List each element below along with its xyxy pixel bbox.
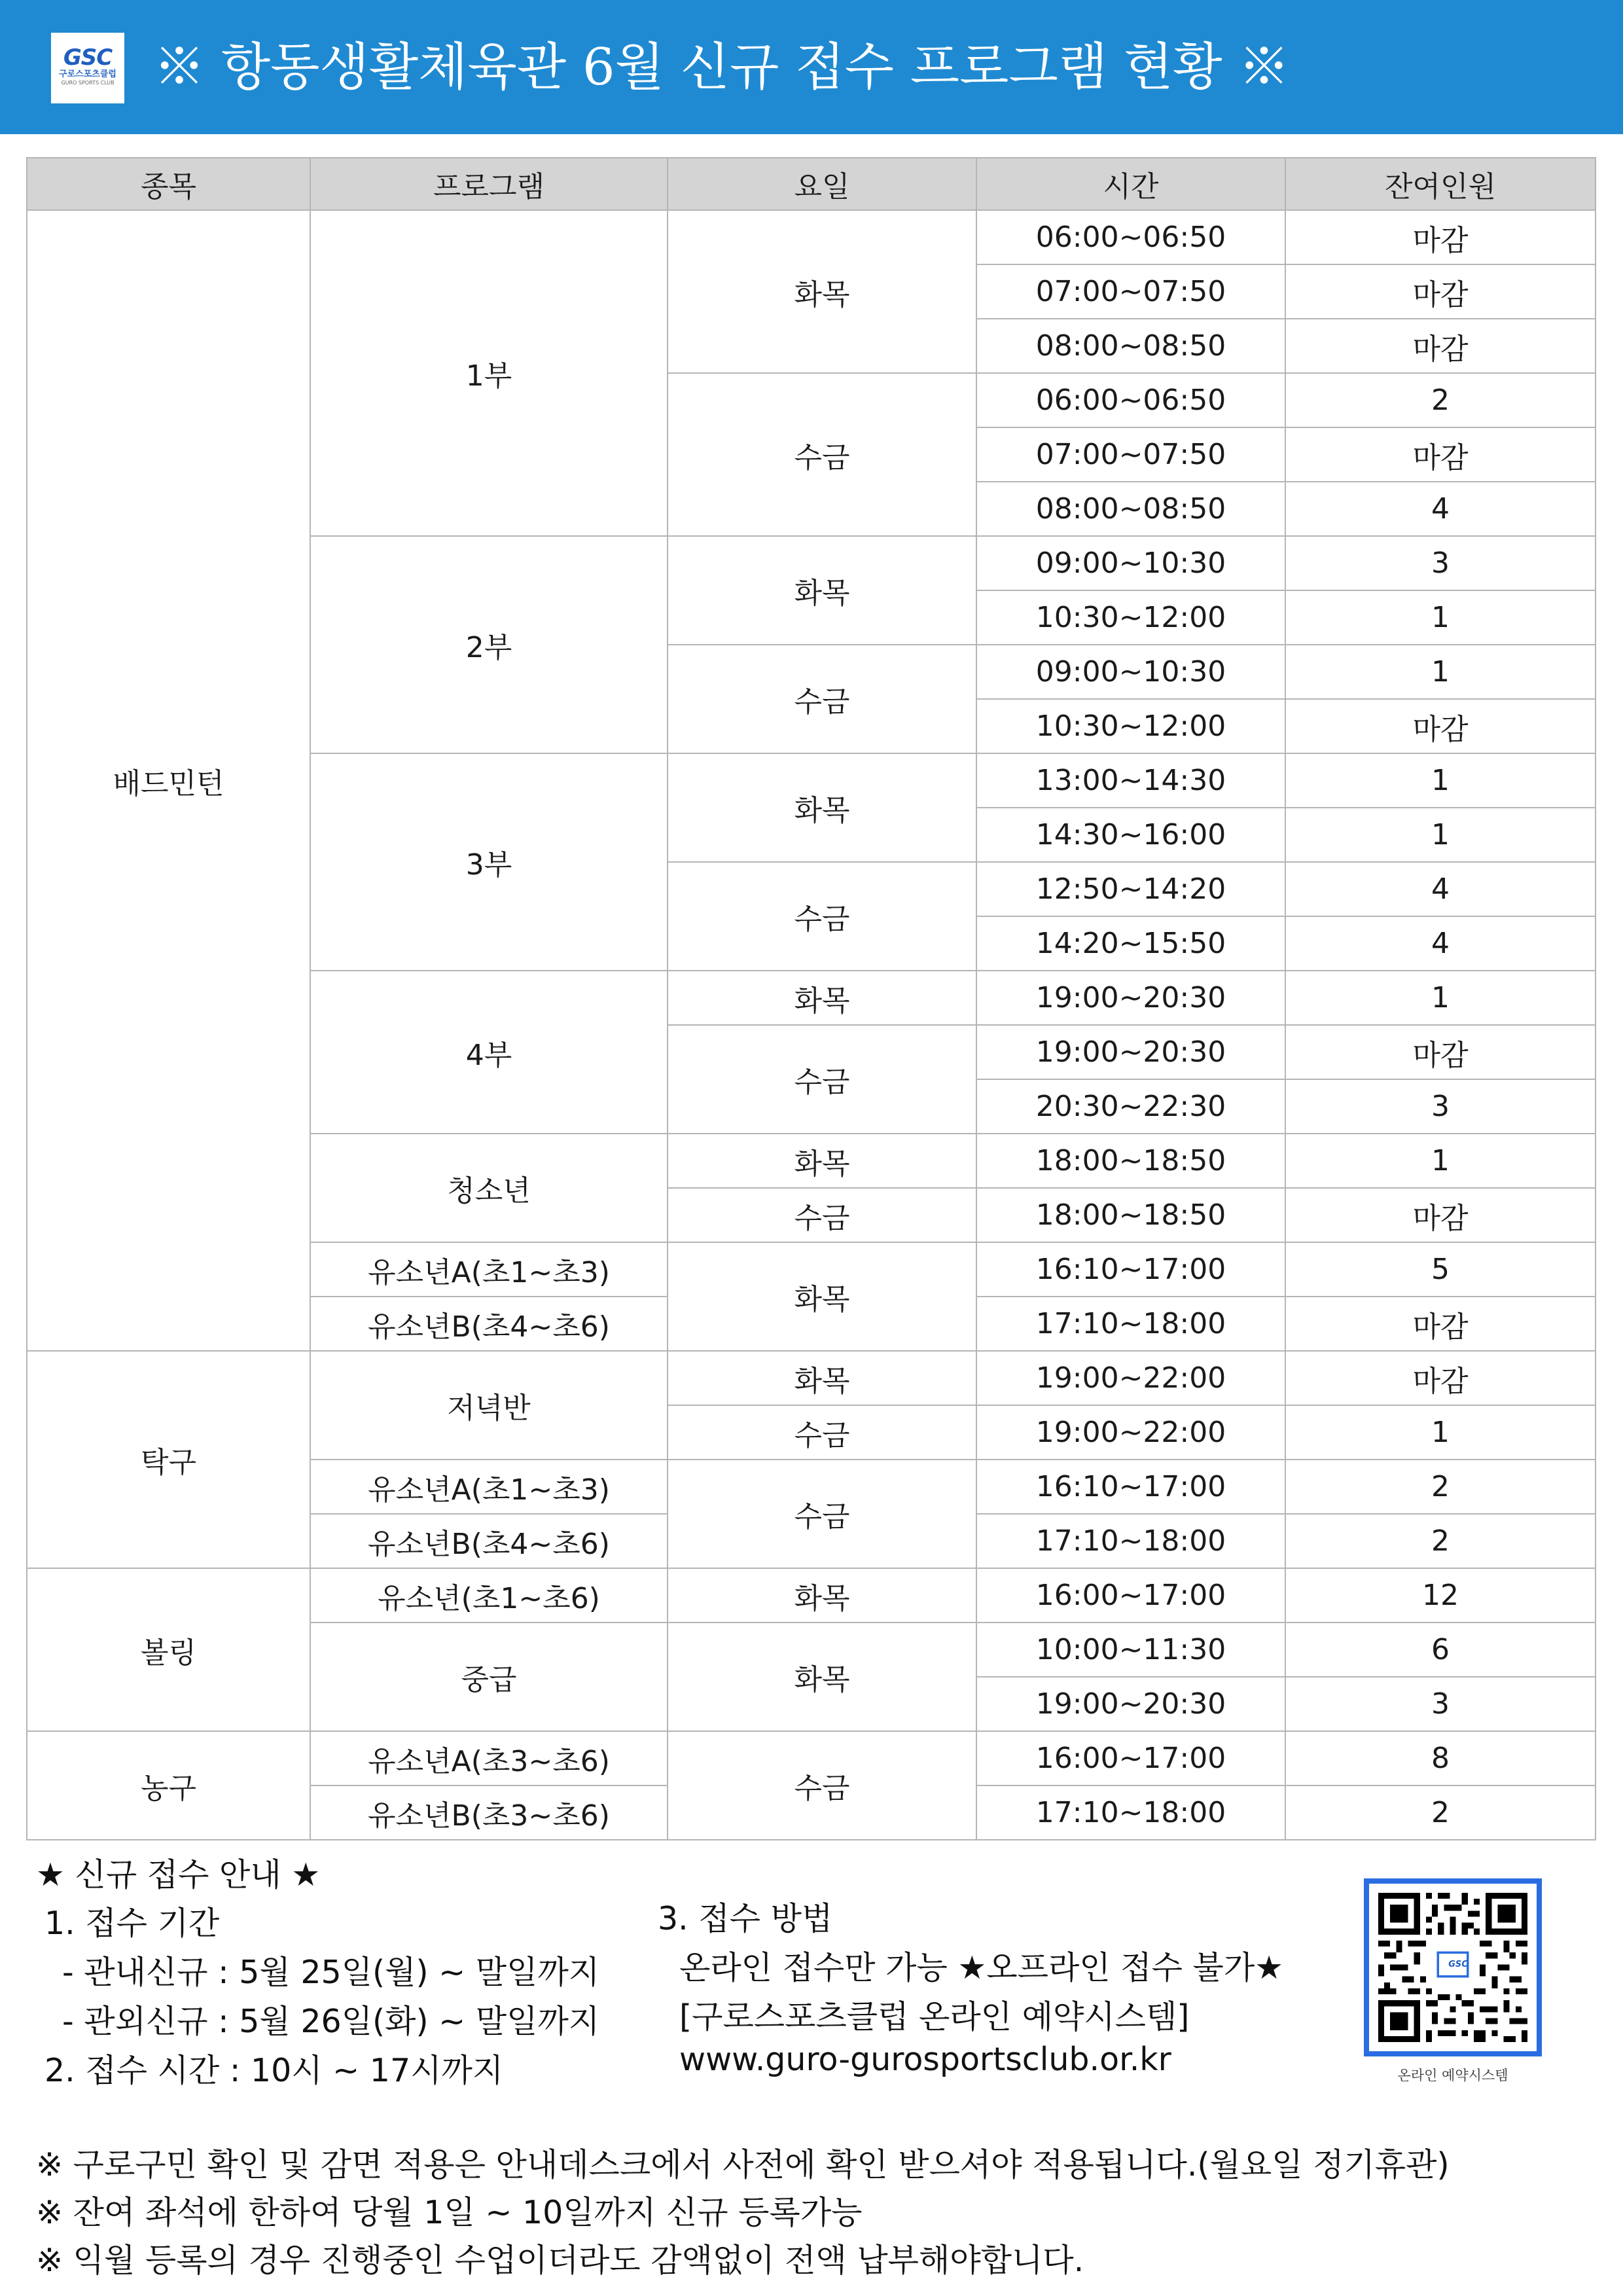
program-cell: 저녁반 bbox=[310, 1351, 668, 1460]
time-cell: 07:00~07:50 bbox=[976, 427, 1285, 482]
header-sport: 종목 bbox=[27, 158, 310, 210]
remaining-cell: 2 bbox=[1285, 1460, 1596, 1514]
time-cell: 19:00~22:00 bbox=[976, 1351, 1285, 1405]
remaining-cell: 마감 bbox=[1285, 264, 1596, 319]
remaining-cell: 4 bbox=[1285, 482, 1596, 536]
logo-text: GSC bbox=[63, 45, 113, 71]
remaining-cell: 1 bbox=[1285, 753, 1596, 808]
remaining-cell: 마감 bbox=[1285, 1297, 1596, 1351]
notice-3: ※ 익월 등록의 경우 진행중인 수업이더라도 감액없이 전액 납부해야합니다. bbox=[36, 2242, 1084, 2279]
day-cell: 수금 bbox=[668, 1460, 976, 1568]
day-cell: 화목 bbox=[668, 1242, 976, 1351]
day-cell: 화목 bbox=[668, 971, 976, 1025]
day-cell: 화목 bbox=[668, 1134, 976, 1188]
program-cell: 유소년B(초4~초6) bbox=[310, 1514, 668, 1568]
hours-text: 2. 접수 시간 : 10시 ~ 17시까지 bbox=[45, 2052, 504, 2089]
page-title: ※ 항동생활체육관 6월 신규 접수 프로그램 현황 ※ bbox=[154, 38, 1290, 97]
time-cell: 09:00~10:30 bbox=[976, 645, 1285, 699]
notice-1: ※ 구로구민 확인 및 감면 적용은 안내데스크에서 사전에 확인 받으셔야 적용됩니다.(월요일 정기휴관) bbox=[36, 2146, 1450, 2183]
time-cell: 16:10~17:00 bbox=[976, 1242, 1285, 1297]
remaining-cell: 마감 bbox=[1285, 210, 1596, 264]
sport-cell: 탁구 bbox=[27, 1351, 310, 1568]
time-cell: 08:00~08:50 bbox=[976, 319, 1285, 373]
remaining-cell: 1 bbox=[1285, 645, 1596, 699]
day-cell: 수금 bbox=[668, 1731, 976, 1840]
method-system: [구로스포츠클럽 온라인 예약시스템] bbox=[679, 1998, 1190, 2036]
time-cell: 08:00~08:50 bbox=[976, 482, 1285, 536]
period-out-district: - 관외신규 : 5월 26일(화) ~ 말일까지 bbox=[62, 2003, 600, 2040]
guide-title: ★ 신규 접수 안내 ★ bbox=[36, 1856, 321, 1893]
time-cell: 09:00~10:30 bbox=[976, 536, 1285, 590]
time-cell: 16:00~17:00 bbox=[976, 1731, 1285, 1785]
remaining-cell: 12 bbox=[1285, 1568, 1596, 1623]
header-remaining: 잔여인원 bbox=[1285, 158, 1596, 210]
qr-center-logo: GSC bbox=[1448, 1960, 1468, 1969]
table-row bbox=[27, 1731, 1596, 1785]
qr-code[interactable] bbox=[1364, 1878, 1542, 2056]
remaining-cell: 3 bbox=[1285, 1079, 1596, 1134]
remaining-cell: 1 bbox=[1285, 971, 1596, 1025]
logo-english: GURO SPORTS CLUB bbox=[61, 80, 115, 86]
remaining-cell: 3 bbox=[1285, 536, 1596, 590]
remaining-cell: 4 bbox=[1285, 916, 1596, 971]
remaining-cell: 마감 bbox=[1285, 1188, 1596, 1242]
program-cell: 청소년 bbox=[310, 1134, 668, 1242]
day-cell: 화목 bbox=[668, 1351, 976, 1405]
remaining-cell: 4 bbox=[1285, 862, 1596, 916]
day-cell: 수금 bbox=[668, 862, 976, 971]
table-row bbox=[27, 1568, 1596, 1623]
header-time: 시간 bbox=[976, 158, 1285, 210]
header-program: 프로그램 bbox=[310, 158, 668, 210]
remaining-cell: 8 bbox=[1285, 1731, 1596, 1785]
program-cell: 1부 bbox=[310, 210, 668, 536]
day-cell: 수금 bbox=[668, 1188, 976, 1242]
time-cell: 06:00~06:50 bbox=[976, 373, 1285, 427]
time-cell: 12:50~14:20 bbox=[976, 862, 1285, 916]
logo-subtitle: 구로스포츠클럽 bbox=[59, 69, 116, 79]
remaining-cell: 마감 bbox=[1285, 1351, 1596, 1405]
program-cell: 유소년A(초3~초6) bbox=[310, 1731, 668, 1785]
program-cell: 유소년B(초4~초6) bbox=[310, 1297, 668, 1351]
method-title: 3. 접수 방법 bbox=[658, 1900, 833, 1937]
time-cell: 07:00~07:50 bbox=[976, 264, 1285, 319]
notice-2: ※ 잔여 좌석에 한하여 당월 1일 ~ 10일까지 신규 등록가능 bbox=[36, 2194, 863, 2231]
time-cell: 17:10~18:00 bbox=[976, 1785, 1285, 1840]
time-cell: 19:00~20:30 bbox=[976, 1677, 1285, 1731]
day-cell: 수금 bbox=[668, 373, 976, 536]
remaining-cell: 1 bbox=[1285, 808, 1596, 862]
sport-cell: 배드민턴 bbox=[27, 210, 310, 1351]
program-cell: 유소년A(초1~초3) bbox=[310, 1242, 668, 1297]
program-cell: 2부 bbox=[310, 536, 668, 753]
day-cell: 화목 bbox=[668, 753, 976, 862]
remaining-cell: 2 bbox=[1285, 1785, 1596, 1840]
qr-caption: 온라인 예약시스템 bbox=[1397, 2068, 1508, 2083]
time-cell: 14:20~15:50 bbox=[976, 916, 1285, 971]
program-cell: 3부 bbox=[310, 753, 668, 971]
program-cell: 유소년A(초1~초3) bbox=[310, 1460, 668, 1514]
program-cell: 유소년(초1~초6) bbox=[310, 1568, 668, 1623]
time-cell: 19:00~20:30 bbox=[976, 1025, 1285, 1079]
period-in-district: - 관내신규 : 5월 25일(월) ~ 말일까지 bbox=[62, 1954, 600, 1991]
time-cell: 13:00~14:30 bbox=[976, 753, 1285, 808]
time-cell: 19:00~20:30 bbox=[976, 971, 1285, 1025]
time-cell: 10:30~12:00 bbox=[976, 590, 1285, 645]
day-cell: 화목 bbox=[668, 210, 976, 373]
program-cell: 중급 bbox=[310, 1623, 668, 1731]
program-schedule-table bbox=[26, 157, 1596, 1840]
remaining-cell: 1 bbox=[1285, 1134, 1596, 1188]
remaining-cell: 마감 bbox=[1285, 319, 1596, 373]
remaining-cell: 2 bbox=[1285, 373, 1596, 427]
day-cell: 화목 bbox=[668, 1623, 976, 1731]
remaining-cell: 5 bbox=[1285, 1242, 1596, 1297]
table-row bbox=[27, 210, 1596, 264]
table-header-row bbox=[27, 158, 1596, 210]
header-day: 요일 bbox=[668, 158, 976, 210]
remaining-cell: 2 bbox=[1285, 1514, 1596, 1568]
time-cell: 16:00~17:00 bbox=[976, 1568, 1285, 1623]
time-cell: 18:00~18:50 bbox=[976, 1134, 1285, 1188]
time-cell: 19:00~22:00 bbox=[976, 1405, 1285, 1460]
method-online-only: 온라인 접수만 가능 ★오프라인 접수 불가★ bbox=[679, 1949, 1284, 1986]
day-cell: 수금 bbox=[668, 1025, 976, 1134]
program-cell: 유소년B(초3~초6) bbox=[310, 1785, 668, 1840]
remaining-cell: 마감 bbox=[1285, 699, 1596, 753]
period-title: 1. 접수 기간 bbox=[45, 1905, 220, 1942]
remaining-cell: 3 bbox=[1285, 1677, 1596, 1731]
time-cell: 16:10~17:00 bbox=[976, 1460, 1285, 1514]
time-cell: 17:10~18:00 bbox=[976, 1514, 1285, 1568]
day-cell: 화목 bbox=[668, 1568, 976, 1623]
gsc-logo bbox=[51, 33, 124, 103]
time-cell: 18:00~18:50 bbox=[976, 1188, 1285, 1242]
header-banner bbox=[0, 0, 1623, 134]
remaining-cell: 마감 bbox=[1285, 427, 1596, 482]
sport-cell: 볼링 bbox=[27, 1568, 310, 1731]
remaining-cell: 마감 bbox=[1285, 1025, 1596, 1079]
time-cell: 20:30~22:30 bbox=[976, 1079, 1285, 1134]
program-cell: 4부 bbox=[310, 971, 668, 1134]
time-cell: 14:30~16:00 bbox=[976, 808, 1285, 862]
time-cell: 10:00~11:30 bbox=[976, 1623, 1285, 1677]
method-url[interactable]: www.guro-gurosportsclub.or.kr bbox=[679, 2041, 1171, 2078]
remaining-cell: 1 bbox=[1285, 590, 1596, 645]
time-cell: 17:10~18:00 bbox=[976, 1297, 1285, 1351]
time-cell: 06:00~06:50 bbox=[976, 210, 1285, 264]
day-cell: 수금 bbox=[668, 1405, 976, 1460]
time-cell: 10:30~12:00 bbox=[976, 699, 1285, 753]
day-cell: 수금 bbox=[668, 645, 976, 753]
remaining-cell: 6 bbox=[1285, 1623, 1596, 1677]
day-cell: 화목 bbox=[668, 536, 976, 645]
remaining-cell: 1 bbox=[1285, 1405, 1596, 1460]
sport-cell: 농구 bbox=[27, 1731, 310, 1840]
table-row bbox=[27, 1351, 1596, 1405]
